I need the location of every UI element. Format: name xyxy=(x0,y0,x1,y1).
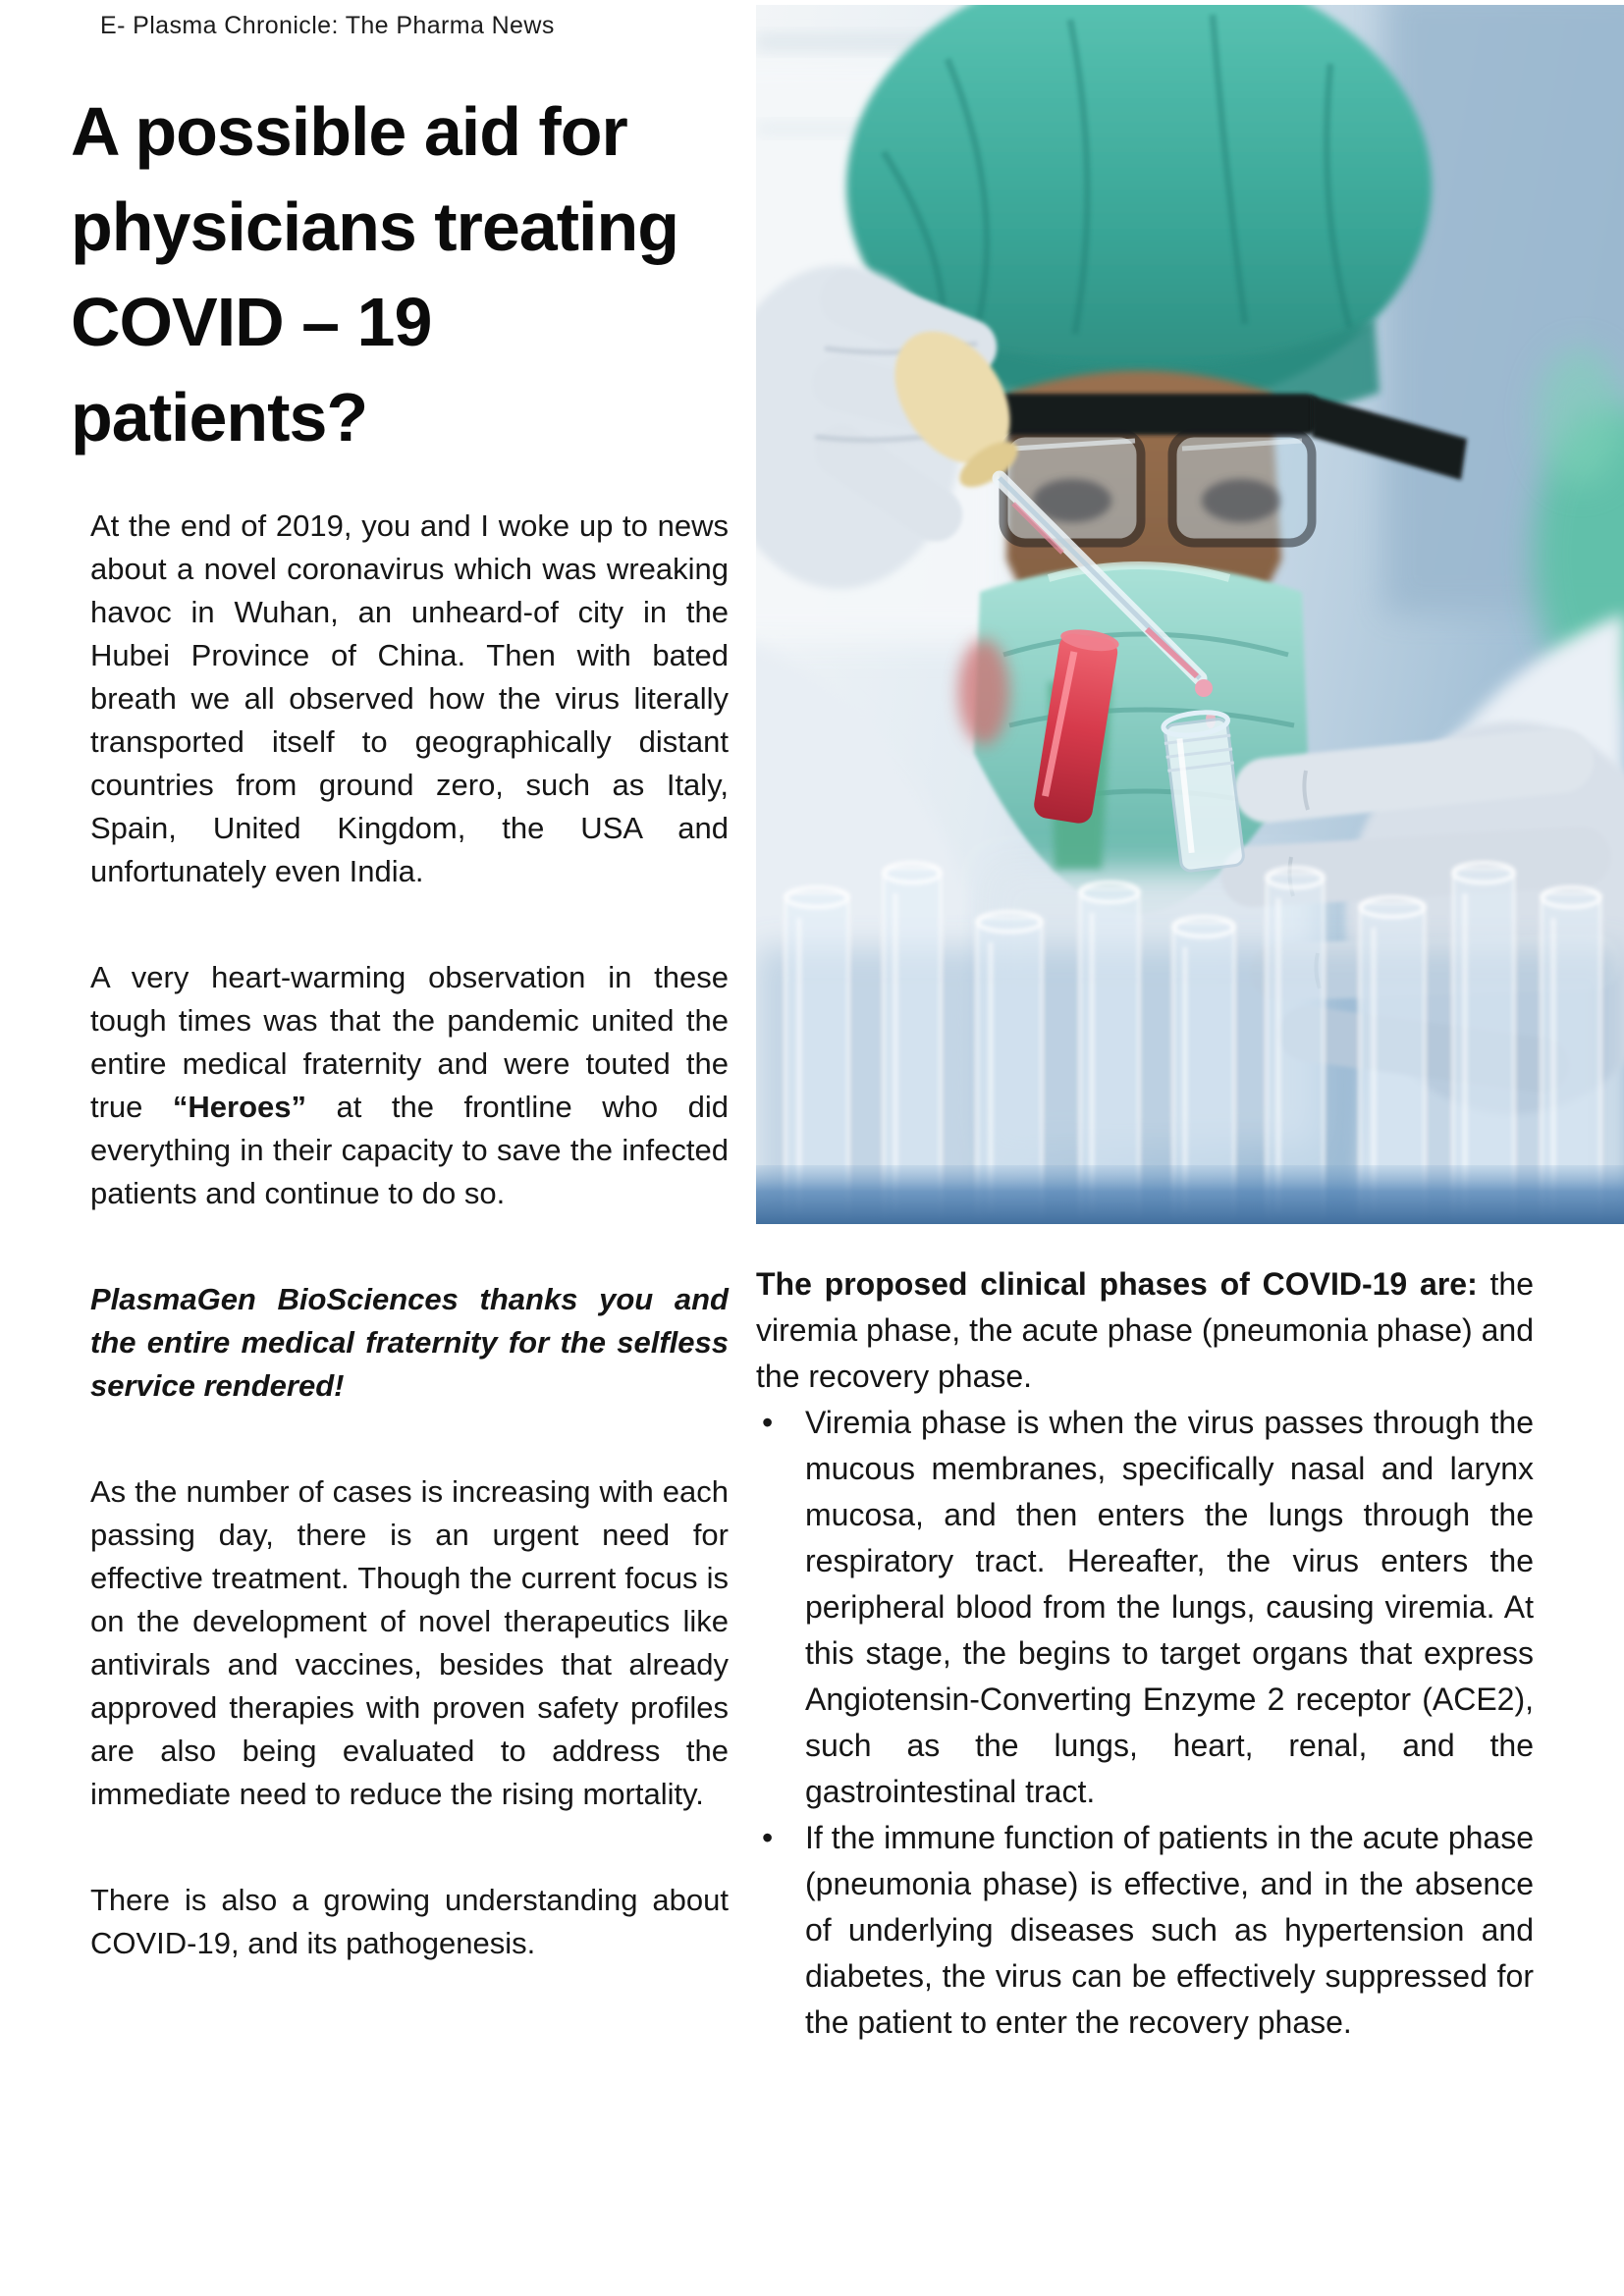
left-column xyxy=(71,84,729,1965)
mask-strap xyxy=(958,639,1009,745)
paragraph-intro xyxy=(90,505,729,893)
list-item-text: If the immune function of patients in the acute phase (pneumonia phase) is effective, and in the absence of underlying diseases such as hypertension and diabetes, the virus can be effectively suppressed for the patient to enter the recovery phase. xyxy=(805,1820,1534,2040)
right-text-block xyxy=(756,1261,1534,2046)
photo-bottom-strip xyxy=(756,1165,1624,1224)
thanks-note: PlasmaGen BioSciences thanks you and the entire medical fraternity for the selfless service rendered! xyxy=(90,1282,729,1403)
droplet xyxy=(1195,679,1213,697)
clinical-phases-lead xyxy=(756,1261,1534,1400)
paragraph-heroes xyxy=(90,956,729,1215)
paragraph-text: A very heart-warming observation in these tough times was that the pandemic united the entire medical fraternity and were touted the true xyxy=(90,960,729,1124)
list-item-viremia-phase xyxy=(756,1400,1534,1815)
bullet-icon: • xyxy=(762,1405,774,1440)
clinical-phases-list xyxy=(756,1400,1534,2046)
paragraph-text: At the end of 2019, you and I woke up to news about a novel coronavirus which was wreaking havoc in Wuhan, an unheard-of city in the Hubei Province of China. Then with bated breath we all observed how the virus literally transported itself to geographically distant countries from ground zero, such as Italy, Spain, United Kingdom, the USA and unfortunately even India. xyxy=(90,508,729,888)
paragraph-pathogenesis xyxy=(90,1879,729,1965)
paragraph-text: at the frontline who did everything in their capacity to save the infected patients and continue to do so. xyxy=(90,1090,729,1210)
lead-rest-text: the viremia phase, the acute phase (pneumonia phase) and the recovery phase. xyxy=(756,1266,1535,1394)
bullet-icon: • xyxy=(762,1820,774,1855)
paragraph-treatment xyxy=(90,1470,729,1816)
list-item-acute-phase xyxy=(756,1815,1534,2046)
heroes-bold-text: “Heroes” xyxy=(172,1090,307,1124)
masthead-title: E- Plasma Chronicle: The Pharma News xyxy=(100,12,555,39)
lab-scientist-photo xyxy=(756,5,1624,1224)
lead-bold-text: The proposed clinical phases of COVID-19 are: xyxy=(756,1266,1478,1302)
page-title: A possible aid for physicians treating COVID – 19 patients? xyxy=(71,93,678,455)
paragraph-text: As the number of cases is increasing with each passing day, there is an urgent need for effective treatment. Though the current focus is on the development of novel therapeutics like antivirals and vaccines, besides that already approved therapies with proven safety profiles are also being evaluated to address the immediate need to reduce the rising mortality. xyxy=(90,1474,729,1811)
paragraph-text: There is also a growing understanding about COVID-19, and its pathogenesis. xyxy=(90,1883,729,1960)
right-column xyxy=(756,5,1624,2046)
list-item-text: Viremia phase is when the virus passes through the mucous membranes, specifically nasal and larynx mucosa, and then enters the lungs through the respiratory tract. Hereafter, the virus enters the peripheral blood from the lungs, causing viremia. At this stage, the begins to target organs that express Angiotensin-Converting Enzyme 2 receptor (ACE2), such as the lungs, heart, renal, and the gastrointestinal tract. xyxy=(805,1405,1534,1809)
